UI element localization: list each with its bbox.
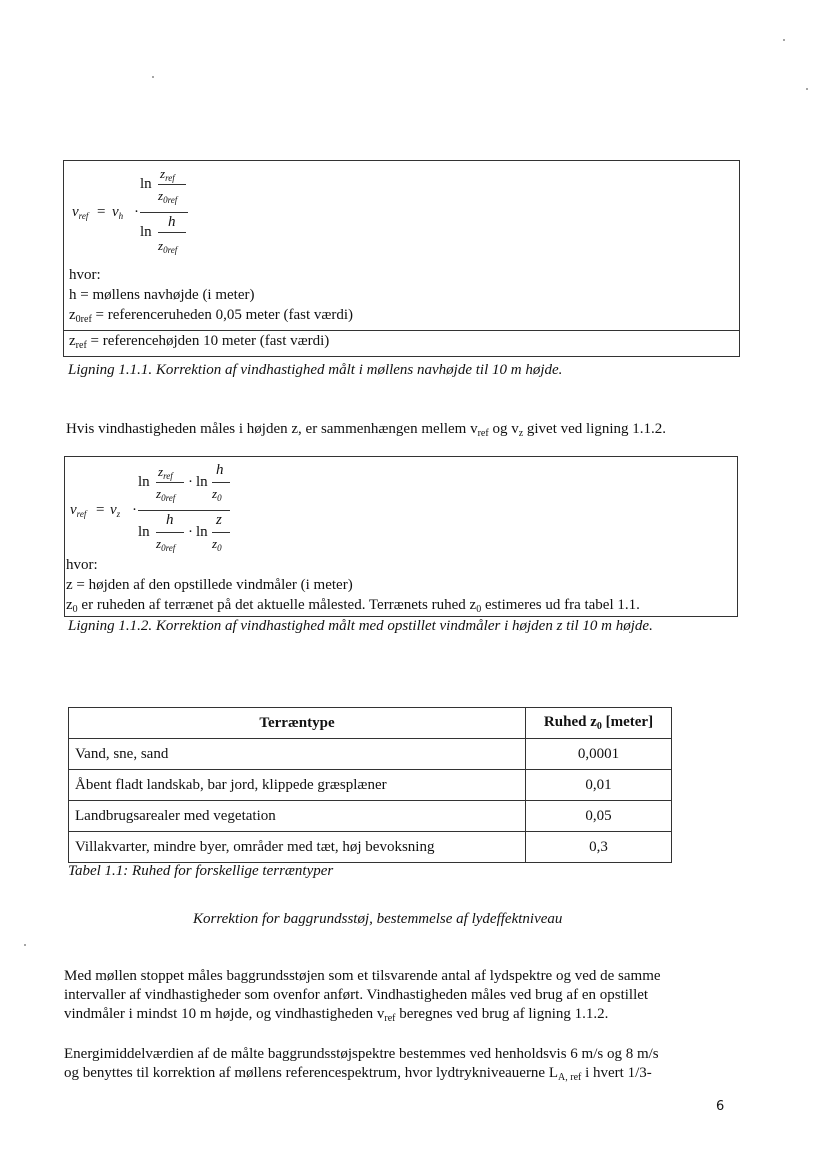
eq1-equals: = bbox=[97, 204, 106, 220]
eq2-ln-3: ln bbox=[138, 524, 150, 540]
eq1-def-z0ref: $z_{0ref}$ = referenceruheden 0,05 meter (fast værdi) bbox=[69, 307, 354, 325]
header-terraintype: Terræntype bbox=[69, 708, 526, 739]
table-header-row bbox=[69, 708, 672, 739]
table-row bbox=[69, 739, 672, 770]
eq2-lhs: $v_{ref}$ bbox=[70, 502, 87, 519]
eq1-z0ref-mid: $z_{0ref}$ bbox=[158, 188, 178, 205]
eq2-dot: · bbox=[132, 502, 137, 518]
table-row bbox=[69, 801, 672, 832]
page-number: 6 bbox=[716, 1099, 725, 1114]
eq2-ln-1: ln bbox=[138, 474, 150, 490]
eq2-z0ref-2: $z_{0ref}$ bbox=[156, 536, 176, 553]
eq2-frac2-bar bbox=[212, 482, 230, 483]
para2-line: Energimiddelværdien af de målte baggrundsstøjspektre bestemmes ved henholdsvis 6 m/s og 8 m/s bbox=[64, 1046, 659, 1062]
para1-line: Med møllen stoppet måles baggrundsstøjen som et tilsvarende antal af lydspektre og ved de samme bbox=[64, 968, 661, 984]
eq2-ln-4: ln bbox=[196, 524, 208, 540]
table-row bbox=[69, 770, 672, 801]
eq1-def-h: h = møllens navhøjde (i meter) bbox=[69, 287, 255, 303]
eq2-ln-2: ln bbox=[196, 474, 208, 490]
eq1-main-bar bbox=[140, 212, 188, 213]
eq2-def-z: z = højden af den opstillede vindmåler (i meter) bbox=[66, 577, 353, 593]
eq1-inner-divider bbox=[63, 330, 740, 331]
eq2-dot-2: · bbox=[188, 474, 193, 490]
header-roughness: Ruhed $z_0$ [meter] bbox=[526, 708, 672, 739]
eq1-dot: · bbox=[134, 204, 139, 220]
eq1-zref-top: $z_{ref}$ bbox=[160, 166, 175, 183]
para1-line: vindmåler i mindst 10 m højde, og vindhastigheden $v_{ref}$ beregnes ved brug af ligning 1.1.2. bbox=[64, 1006, 609, 1024]
intro-paragraph: Hvis vindhastigheden måles i højden z, er sammenhængen mellem $v_{ref}$ og $v_z$ givet ved ligning 1.1.2. bbox=[66, 421, 667, 439]
eq2-vz: $v_z$ bbox=[110, 502, 121, 519]
eq1-z0ref-bottom: $z_{0ref}$ bbox=[158, 238, 178, 255]
row-value: 0,0001 bbox=[526, 739, 672, 770]
eq1-vh: $v_h$ bbox=[112, 204, 124, 221]
eq2-z0-1: $z_0$ bbox=[212, 486, 222, 503]
row-terrain: Villakvarter, mindre byer, områder med tæt, høj bevoksning bbox=[69, 832, 526, 863]
eq2-dot-3: · bbox=[188, 524, 193, 540]
eq2-zref: $z_{ref}$ bbox=[158, 464, 173, 481]
eq2-frac4-bar bbox=[212, 532, 230, 533]
eq1-num-bar bbox=[158, 184, 186, 185]
eq2-def-z0: $z_0$ er ruheden af terrænet på det aktuelle målested. Terrænets ruhed $z_0$ estimeres ud fra tabel 1.1. bbox=[66, 597, 640, 615]
scan-speck bbox=[783, 39, 785, 41]
row-value: 0,05 bbox=[526, 801, 672, 832]
eq2-main-bar bbox=[138, 510, 230, 511]
eq1-caption: Ligning 1.1.1. Korrektion af vindhastighed målt i møllens navhøjde til 10 m højde. bbox=[68, 362, 563, 378]
row-value: 0,01 bbox=[526, 770, 672, 801]
row-value: 0,3 bbox=[526, 832, 672, 863]
paragraph-1 bbox=[64, 967, 744, 1028]
section-heading: Korrektion for baggrundsstøj, bestemmelse af lydeffektniveau bbox=[193, 911, 563, 927]
scan-speck bbox=[24, 944, 26, 946]
eq2-h-bottom: h bbox=[166, 512, 174, 528]
row-terrain: Åbent fladt landskab, bar jord, klippede græsplæner bbox=[69, 770, 526, 801]
para1-line: intervaller af vindhastigheder som ovenfor anført. Vindhastigheden måles ved brug af en opstillet bbox=[64, 987, 649, 1003]
para2-line: og benyttes til korrektion af møllens referencespektrum, hvor lydtrykniveauerne $L_{A, ref}$ i hvert 1/3- bbox=[64, 1065, 652, 1083]
scan-speck bbox=[152, 76, 154, 78]
eq2-z0-2: $z_0$ bbox=[212, 536, 222, 553]
terrain-table bbox=[68, 707, 672, 863]
table-caption: Tabel 1.1: Ruhed for forskellige terræntyper bbox=[68, 863, 334, 879]
row-terrain: Vand, sne, sand bbox=[69, 739, 526, 770]
eq1-ln-den: ln bbox=[140, 224, 152, 240]
eq2-hvor: hvor: bbox=[66, 557, 98, 573]
eq1-hvor: hvor: bbox=[69, 267, 101, 283]
eq1-h: h bbox=[168, 214, 176, 230]
equation-2-formula bbox=[70, 462, 270, 558]
eq1-ln-num: ln bbox=[140, 176, 152, 192]
row-terrain: Landbrugsarealer med vegetation bbox=[69, 801, 526, 832]
eq2-h-top: h bbox=[216, 462, 224, 478]
eq2-z0ref-1: $z_{0ref}$ bbox=[156, 486, 176, 503]
equation-1-formula bbox=[72, 166, 272, 258]
table-row bbox=[69, 832, 672, 863]
eq1-def-zref: $z_{ref}$ = referencehøjden 10 meter (fast værdi) bbox=[69, 333, 330, 351]
eq2-equals: = bbox=[96, 502, 105, 518]
eq2-frac3-bar bbox=[156, 532, 184, 533]
paragraph-2 bbox=[64, 1045, 744, 1087]
eq2-caption: Ligning 1.1.2. Korrektion af vindhastighed målt med opstillet vindmåler i højden z til 10 m højde. bbox=[68, 618, 653, 634]
eq2-z-top: z bbox=[216, 512, 222, 528]
eq1-lhs: $v_{ref}$ bbox=[72, 204, 89, 221]
scan-speck bbox=[806, 88, 808, 90]
eq1-den-bar bbox=[158, 232, 186, 233]
eq2-frac1-bar bbox=[156, 482, 184, 483]
